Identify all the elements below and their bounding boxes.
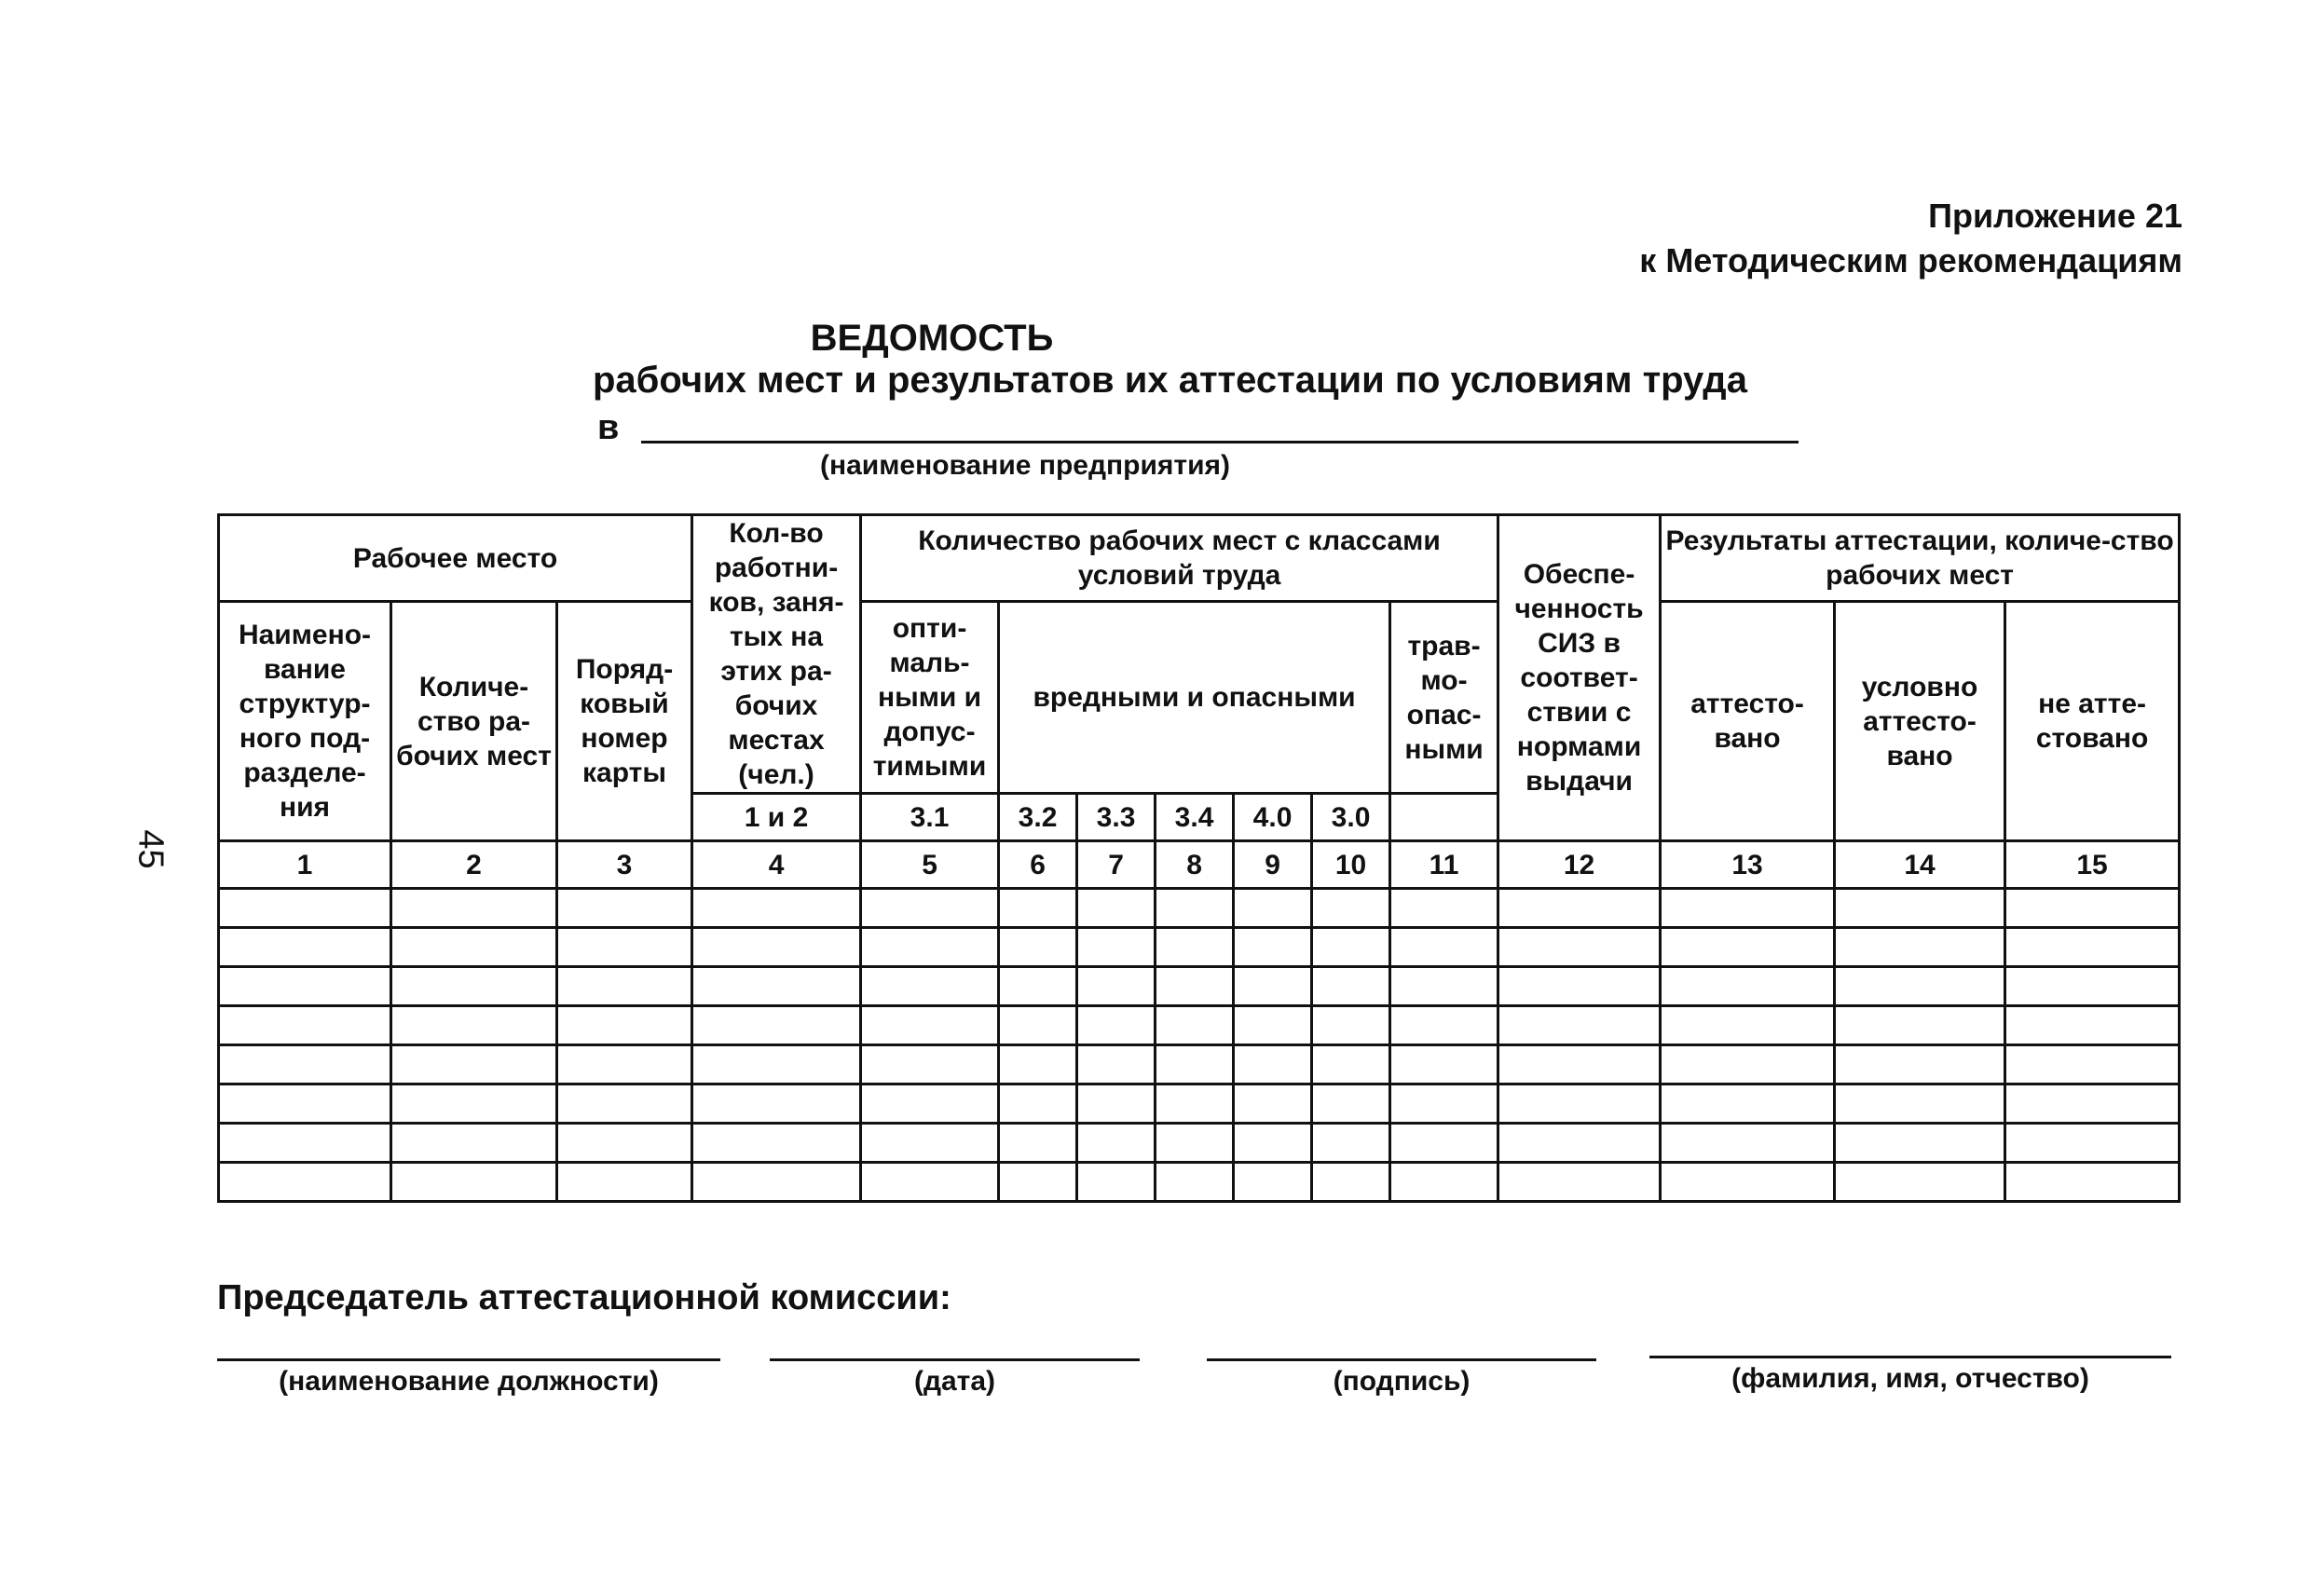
table-cell[interactable] <box>1661 1006 1835 1045</box>
table-cell[interactable] <box>219 1163 391 1202</box>
header-optimal: опти-маль-ными и допус-тимыми <box>861 602 999 794</box>
header-workplace-count: Количе-ство ра-бочих мест <box>391 602 557 841</box>
table-cell[interactable] <box>999 928 1077 967</box>
table-cell[interactable] <box>1234 1084 1312 1124</box>
table-row <box>219 1006 2180 1045</box>
table-row <box>219 1163 2180 1202</box>
date-caption: (дата) <box>913 1366 996 1397</box>
position-line[interactable] <box>217 1358 720 1361</box>
table-cell[interactable] <box>861 1045 999 1084</box>
position-caption: (наименование должности) <box>279 1366 659 1397</box>
table-cell[interactable] <box>1835 1006 2005 1045</box>
table-cell[interactable] <box>391 889 557 928</box>
table-cell[interactable] <box>2005 928 2180 967</box>
table-cell[interactable] <box>1312 1163 1390 1202</box>
signature-caption: (подпись) <box>1333 1366 1471 1397</box>
table-cell[interactable] <box>1156 928 1234 967</box>
column-number: 3 <box>557 841 692 889</box>
table-cell[interactable] <box>1661 928 1835 967</box>
table-cell[interactable] <box>219 1045 391 1084</box>
header-workplace-group: Рабочее место <box>219 515 692 602</box>
table-cell[interactable] <box>1234 1045 1312 1084</box>
table-cell[interactable] <box>219 1124 391 1163</box>
table-cell[interactable] <box>391 967 557 1006</box>
table-row <box>219 967 2180 1006</box>
column-number: 6 <box>999 841 1077 889</box>
table-cell[interactable] <box>1661 889 1835 928</box>
table-cell[interactable] <box>1498 1006 1661 1045</box>
table-cell[interactable] <box>219 1006 391 1045</box>
table-cell[interactable] <box>391 1163 557 1202</box>
table-cell[interactable] <box>1390 1006 1498 1045</box>
table-cell[interactable] <box>1390 1163 1498 1202</box>
header-results-group: Результаты аттестации, количе-ство рабочих мест <box>1661 515 2180 602</box>
table-cell[interactable] <box>1312 889 1390 928</box>
table-cell[interactable] <box>391 928 557 967</box>
table-cell[interactable] <box>1498 1084 1661 1124</box>
table-cell[interactable] <box>391 1084 557 1124</box>
table-cell[interactable] <box>692 928 861 967</box>
table-cell[interactable] <box>1077 1124 1156 1163</box>
column-number-row <box>219 841 2180 889</box>
table-cell[interactable] <box>219 928 391 967</box>
page-number: 45 <box>130 829 171 869</box>
document-subtitle: рабочих мест и результатов их аттестации по условиям труда <box>593 360 1747 401</box>
table-row <box>219 928 2180 967</box>
class-label: 3.4 <box>1156 794 1234 841</box>
header-department: Наимено-вание структур-ного под-разделе-ния <box>219 602 391 841</box>
header-classes-group: Количество рабочих мест с классами условий труда <box>861 515 1498 602</box>
table-cell[interactable] <box>1498 967 1661 1006</box>
attestation-table <box>217 513 2181 1203</box>
table-cell[interactable] <box>861 1163 999 1202</box>
table-cell[interactable] <box>1498 928 1661 967</box>
class-label: 3.1 <box>861 794 999 841</box>
class-label: 3.0 <box>1312 794 1390 841</box>
column-number: 8 <box>1156 841 1234 889</box>
table-cell[interactable] <box>1835 1084 2005 1124</box>
table-cell[interactable] <box>2005 889 2180 928</box>
table-cell[interactable] <box>2005 1163 2180 1202</box>
table-cell[interactable] <box>1661 1124 1835 1163</box>
header-not-certified: не атте-стовано <box>2005 602 2180 841</box>
column-number: 10 <box>1312 841 1390 889</box>
table-cell[interactable] <box>2005 1084 2180 1124</box>
appendix-note <box>1639 194 2182 283</box>
column-number: 14 <box>1835 841 2005 889</box>
signature-line[interactable] <box>1207 1358 1596 1361</box>
table-cell[interactable] <box>1312 1084 1390 1124</box>
table-cell[interactable] <box>1312 967 1390 1006</box>
table-cell[interactable] <box>1156 889 1234 928</box>
header-ppe: Обеспе-ченность СИЗ в соответ-ствии с нормами выдачи <box>1498 515 1661 841</box>
column-number: 13 <box>1661 841 1835 889</box>
table-cell[interactable] <box>557 1006 692 1045</box>
header-card-number: Поряд-ковый номер карты <box>557 602 692 841</box>
table-cell[interactable] <box>557 1163 692 1202</box>
column-number: 11 <box>1390 841 1498 889</box>
table-cell[interactable] <box>557 1124 692 1163</box>
class-label: 3.2 <box>999 794 1077 841</box>
table-cell[interactable] <box>1312 1045 1390 1084</box>
column-number: 2 <box>391 841 557 889</box>
table-cell[interactable] <box>1498 1045 1661 1084</box>
table-cell[interactable] <box>1661 1045 1835 1084</box>
table-cell[interactable] <box>557 967 692 1006</box>
table-cell[interactable] <box>999 1006 1077 1045</box>
table-cell[interactable] <box>692 889 861 928</box>
table-cell[interactable] <box>999 1084 1077 1124</box>
table-cell[interactable] <box>1234 1006 1312 1045</box>
table-cell[interactable] <box>1077 1045 1156 1084</box>
table-cell[interactable] <box>2005 1124 2180 1163</box>
table-cell[interactable] <box>1390 1084 1498 1124</box>
table-cell[interactable] <box>1077 967 1156 1006</box>
table-cell[interactable] <box>1156 1006 1234 1045</box>
table-cell[interactable] <box>861 1124 999 1163</box>
table-cell[interactable] <box>391 1045 557 1084</box>
table-cell[interactable] <box>2005 967 2180 1006</box>
table-cell[interactable] <box>1077 1084 1156 1124</box>
table-cell[interactable] <box>999 889 1077 928</box>
table-cell[interactable] <box>391 1006 557 1045</box>
table-cell[interactable] <box>692 1045 861 1084</box>
table-cell[interactable] <box>999 967 1077 1006</box>
table-cell[interactable] <box>219 1084 391 1124</box>
table-row <box>219 889 2180 928</box>
table-cell[interactable] <box>1390 928 1498 967</box>
table-cell[interactable] <box>1390 1045 1498 1084</box>
table-cell[interactable] <box>1312 1006 1390 1045</box>
full-name-caption: (фамилия, имя, отчество) <box>1731 1363 2089 1394</box>
table-cell[interactable] <box>692 1124 861 1163</box>
table-cell[interactable] <box>557 928 692 967</box>
table-cell[interactable] <box>1835 889 2005 928</box>
date-line[interactable] <box>770 1358 1140 1361</box>
table-cell[interactable] <box>861 1006 999 1045</box>
table-cell[interactable] <box>557 1084 692 1124</box>
table-row <box>219 1124 2180 1163</box>
table-cell[interactable] <box>219 889 391 928</box>
column-number: 9 <box>1234 841 1312 889</box>
table-row <box>219 1045 2180 1084</box>
table-cell[interactable] <box>692 1084 861 1124</box>
table-cell[interactable] <box>2005 1006 2180 1045</box>
table-cell[interactable] <box>1661 1163 1835 1202</box>
table-cell[interactable] <box>999 1124 1077 1163</box>
table-cell[interactable] <box>1234 889 1312 928</box>
table-cell[interactable] <box>391 1124 557 1163</box>
table-cell[interactable] <box>1835 967 2005 1006</box>
table-cell[interactable] <box>1835 928 2005 967</box>
signature-heading: Председатель аттестационной комиссии: <box>217 1278 951 1317</box>
appendix-line-1: Приложение 21 <box>1928 197 2182 235</box>
enterprise-prefix: в <box>597 408 620 447</box>
table-cell[interactable] <box>1156 1084 1234 1124</box>
column-number: 5 <box>861 841 999 889</box>
table-cell[interactable] <box>1498 889 1661 928</box>
table-cell[interactable] <box>1234 1124 1312 1163</box>
table-cell[interactable] <box>1390 1124 1498 1163</box>
header-conditional: условно аттесто-вано <box>1835 602 2005 841</box>
table-cell[interactable] <box>861 1084 999 1124</box>
table-cell[interactable] <box>2005 1045 2180 1084</box>
table-cell[interactable] <box>1390 889 1498 928</box>
table-cell[interactable] <box>1835 1045 2005 1084</box>
class-label: 3.3 <box>1077 794 1156 841</box>
enterprise-name-line <box>641 441 1799 443</box>
table-cell[interactable] <box>861 967 999 1006</box>
header-certified: аттесто-вано <box>1661 602 1835 841</box>
table-cell[interactable] <box>692 1163 861 1202</box>
table-row <box>219 1084 2180 1124</box>
table-cell[interactable] <box>1835 1163 2005 1202</box>
header-traumatic: трав-мо-опас-ными <box>1390 602 1498 794</box>
table-cell[interactable] <box>1661 967 1835 1006</box>
column-number: 1 <box>219 841 391 889</box>
table-cell[interactable] <box>861 889 999 928</box>
table-cell[interactable] <box>1077 928 1156 967</box>
table-cell[interactable] <box>1077 1006 1156 1045</box>
column-number: 4 <box>692 841 861 889</box>
table-cell[interactable] <box>1156 1124 1234 1163</box>
table-cell[interactable] <box>1234 967 1312 1006</box>
table-cell[interactable] <box>1077 889 1156 928</box>
column-number: 7 <box>1077 841 1156 889</box>
document-title: ВЕДОМОСТЬ <box>810 318 1054 359</box>
table-cell[interactable] <box>219 967 391 1006</box>
table-cell[interactable] <box>1156 1163 1234 1202</box>
table-cell[interactable] <box>557 889 692 928</box>
column-number: 15 <box>2005 841 2180 889</box>
table-cell[interactable] <box>692 1006 861 1045</box>
table-cell[interactable] <box>1661 1084 1835 1124</box>
full-name-line[interactable] <box>1649 1356 2171 1358</box>
class-label: 4.0 <box>1234 794 1312 841</box>
table-cell[interactable] <box>1498 1163 1661 1202</box>
appendix-line-2: к Методическим рекомендациям <box>1639 241 2182 280</box>
table-cell[interactable] <box>1156 967 1234 1006</box>
header-workers-count: Кол-во работни-ков, заня-тых на этих ра-бочих местах (чел.) <box>692 515 861 794</box>
table-cell[interactable] <box>1498 1124 1661 1163</box>
table-cell[interactable] <box>1234 928 1312 967</box>
header-harmful: вредными и опасными <box>999 602 1390 794</box>
enterprise-caption: (наименование предприятия) <box>819 450 1231 481</box>
table-cell[interactable] <box>1312 1124 1390 1163</box>
table-cell[interactable] <box>1390 967 1498 1006</box>
class-label: 1 и 2 <box>692 794 861 841</box>
table-cell[interactable] <box>1234 1163 1312 1202</box>
table-cell[interactable] <box>1312 928 1390 967</box>
column-number: 12 <box>1498 841 1661 889</box>
table-cell[interactable] <box>1835 1124 2005 1163</box>
table-cell[interactable] <box>861 928 999 967</box>
table-cell[interactable] <box>1156 1045 1234 1084</box>
table-cell[interactable] <box>999 1163 1077 1202</box>
table-cell[interactable] <box>692 967 861 1006</box>
table-cell[interactable] <box>557 1045 692 1084</box>
table-cell[interactable] <box>1077 1163 1156 1202</box>
table-cell[interactable] <box>999 1045 1077 1084</box>
